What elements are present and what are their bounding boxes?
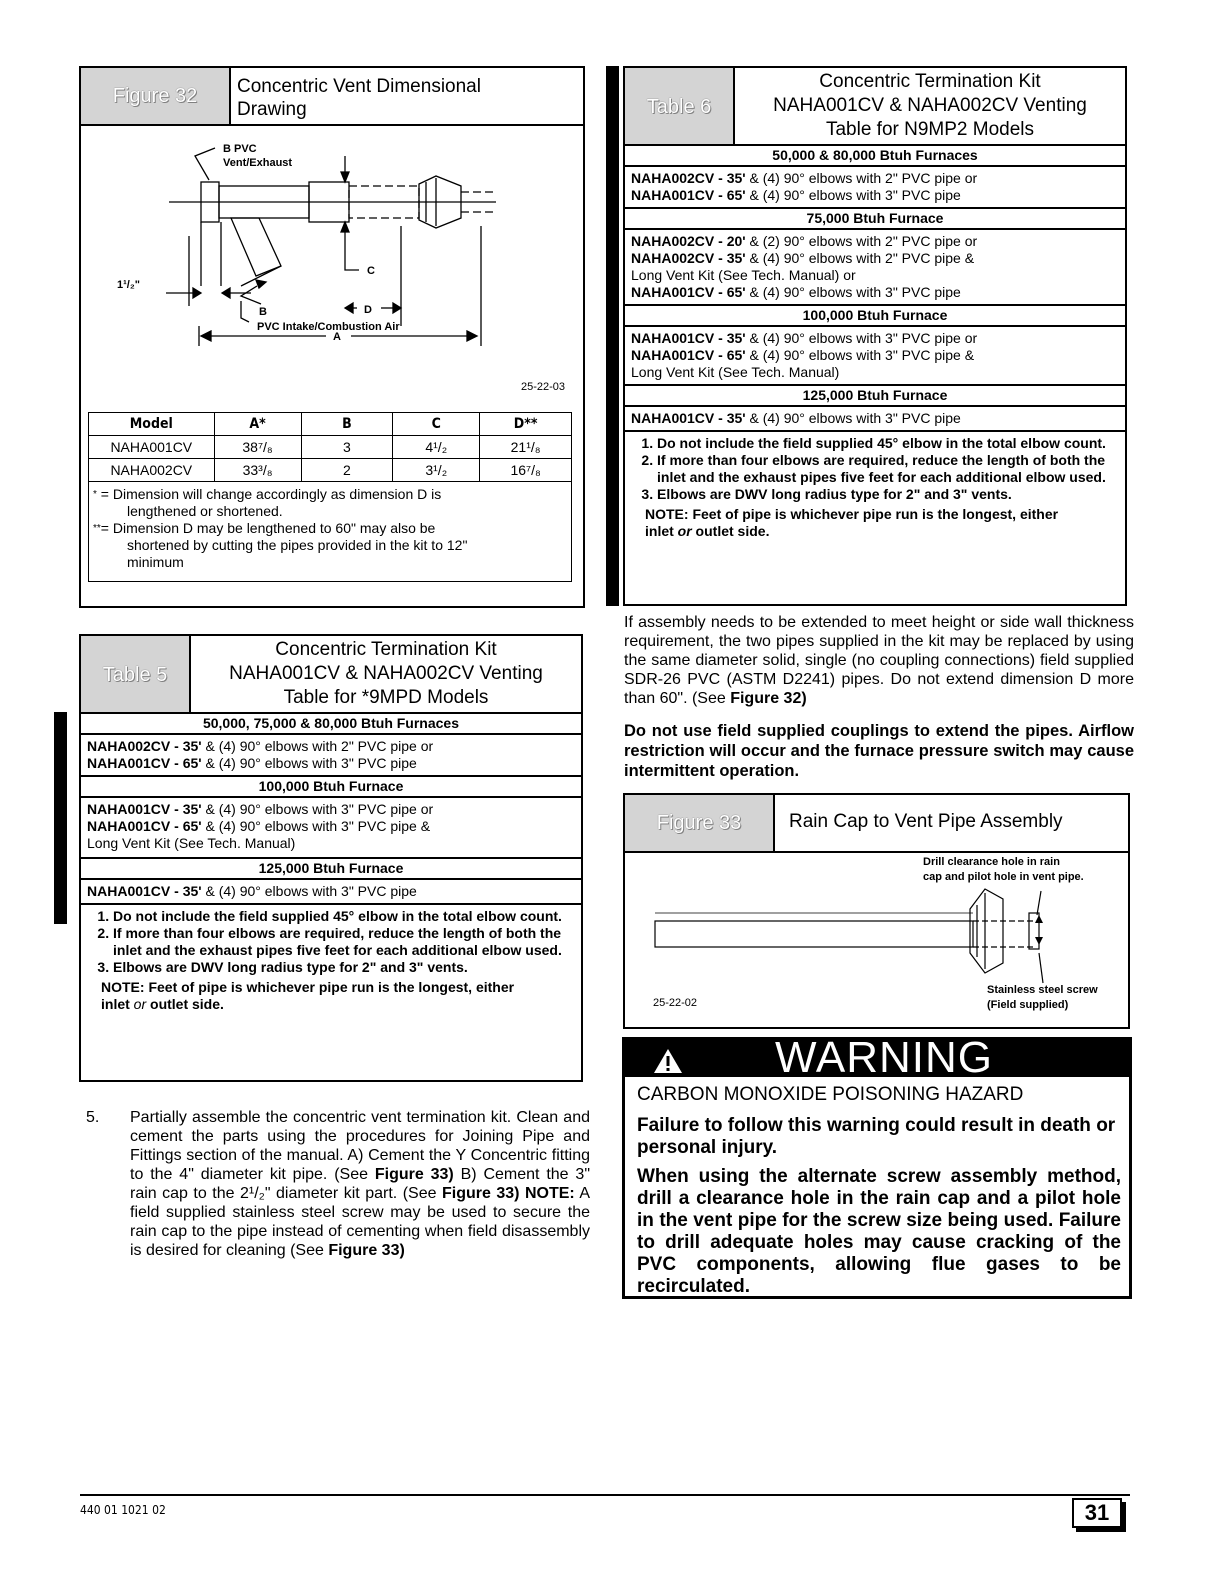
label-screw1: Stainless steel screw [987, 984, 1098, 996]
figure32-title-line2: Drawing [237, 99, 307, 120]
table6-title [735, 70, 1125, 142]
figure32-dim-table [88, 412, 572, 482]
elbow-spec: Long Vent Kit (See Tech. Manual) [631, 364, 840, 380]
dim-header-row [89, 413, 572, 436]
table5-title-line3: Table for *9MPD Models [283, 687, 489, 708]
step5-t3: A field supplied stainless steel screw may be used to secure the rain cap to the pipe instead of cementing when field disassembly is desired for cleaning (See [130, 1185, 590, 1259]
extend-ref: Figure 32) [730, 690, 807, 707]
table5-title-line1: Concentric Termination Kit [275, 639, 497, 660]
elbow-spec: & (4) 90° elbows with 3" PVC pipe [745, 187, 961, 203]
step5 [86, 1108, 590, 1260]
warning-box [622, 1033, 1132, 1299]
note-item: 2. If more than four elbows are required, reduce the length of both the inlet and the exhaust pipes five feet for each additional elbow used. [657, 452, 1117, 486]
table6-box [623, 66, 1127, 606]
elbow-spec: & (4) 90° elbows with 3" PVC pipe [745, 410, 961, 426]
warning-hazard: CARBON MONOXIDE POISONING HAZARD [637, 1084, 1024, 1105]
note-label: NOTE: [101, 979, 145, 995]
table6-section4-lines [625, 407, 1125, 432]
table-row [89, 459, 572, 482]
dim-cell: 16⁷/₈ [480, 459, 572, 482]
footer-rule [80, 1494, 1130, 1496]
change-bar-right [606, 66, 619, 606]
figure32-header [81, 68, 583, 126]
model-length: NAHA001CV - 65' [631, 187, 746, 203]
table5-section-heading: 50,000, 75,000 & 80,000 Btuh Furnaces [81, 712, 581, 735]
figure33-header [625, 795, 1128, 853]
table5-body [81, 712, 581, 1013]
table5-section2-lines [81, 798, 581, 857]
table5-box [79, 634, 583, 1082]
model-length: NAHA002CV - 35' [87, 738, 202, 754]
label-screw2: (Field supplied) [987, 999, 1069, 1011]
note-item: 3. Elbows are DWV long radius type for 2" and 3" vents. [657, 486, 1117, 503]
dim-cell: NAHA001CV [89, 436, 215, 459]
table6-header [625, 68, 1125, 146]
table5-tab: Table 5 [81, 636, 191, 714]
dim-cell: 3 [301, 436, 393, 459]
dim-header-d: D** [480, 413, 572, 436]
warning-line2: When using the alternate screw assembly method, drill a clearance hole in the rain cap and a pilot hole in the vent pipe for the screw size being used. Failure to drill adequate holes may cause cracking of the PVC components, allowing flue gases to be recirculated. [637, 1166, 1121, 1297]
table5-header [81, 636, 581, 714]
table5-notes [81, 905, 581, 1013]
elbow-spec: & (4) 90° elbows with 3" PVC pipe or [745, 330, 978, 346]
note-or: or [133, 996, 147, 1012]
note-label: NOTE: [645, 506, 689, 522]
figure32-title [237, 75, 481, 121]
table5-note-footer [81, 976, 573, 1013]
footnote2-mark: ** [93, 523, 101, 534]
dim-cell: NAHA002CV [89, 459, 215, 482]
note-item: 1. Do not include the field supplied 45° elbow in the total elbow count. [657, 435, 1117, 452]
dim-header-a: A* [214, 413, 301, 436]
model-length: NAHA001CV - 35' [87, 883, 202, 899]
table5-section3-lines [81, 880, 581, 905]
dim-header-c: C [393, 413, 480, 436]
footnote2-line3: minimum [127, 554, 184, 570]
step5-b4: Figure 33) [328, 1242, 405, 1259]
footnote1-mark: * [93, 489, 97, 500]
warning-banner [625, 1033, 1129, 1082]
dim-cell: 38⁷/₈ [214, 436, 301, 459]
dim-header-model: Model [89, 413, 215, 436]
elbow-spec: & (4) 90° elbows with 2" PVC pipe or [745, 170, 978, 186]
table6-section2-lines [625, 230, 1125, 304]
figure32-footnotes [88, 482, 572, 582]
figure33-code: 25-22-02 [653, 997, 698, 1009]
table6-body [625, 144, 1125, 540]
elbow-spec: & (4) 90° elbows with 3" PVC pipe or [201, 801, 434, 817]
note-text: inlet [645, 523, 678, 539]
label-b: B [259, 306, 267, 318]
elbow-spec: & (4) 90° elbows with 2" PVC pipe & [745, 250, 975, 266]
extend-paragraph [624, 613, 1134, 708]
note-item: 1. Do not include the field supplied 45° elbow in the total elbow count. [113, 908, 573, 925]
step5-b1: Figure 33) [374, 1166, 454, 1183]
figure33-tab: Figure 33 [625, 795, 775, 851]
footnote1-line2: lengthened or shortened. [127, 503, 283, 519]
footnote2-line2: shortened by cutting the pipes provided in the kit to 12" [127, 537, 468, 553]
model-length: NAHA001CV - 65' [87, 818, 202, 834]
label-one-half: 1¹/₂" [117, 279, 140, 291]
model-length: NAHA001CV - 65' [631, 284, 746, 300]
label-a: A [333, 331, 341, 343]
note-text: inlet [101, 996, 134, 1012]
label-d: D [364, 304, 372, 316]
model-length: NAHA001CV - 35' [87, 801, 202, 817]
table6-tab: Table 6 [625, 68, 735, 146]
table6-section-heading: 75,000 Btuh Furnace [625, 207, 1125, 230]
elbow-spec: & (4) 90° elbows with 3" PVC pipe [201, 883, 417, 899]
couplings-warning-paragraph: Do not use field supplied couplings to extend the pipes. Airflow restriction will occur and the furnace pressure switch may cause intermittent operation. [624, 722, 1134, 780]
label-vent-exhaust: Vent/Exhaust [223, 157, 293, 169]
figure32-tab: Figure 32 [81, 68, 231, 124]
label-drill1: Drill clearance hole in rain [923, 856, 1060, 868]
step5-t1: Partially assemble the concentric vent termination kit. Clean and cement the parts using the procedures for Joining Pipe and Fittings section of the manual. A) Cement the Y Concentric fitting to the 4" diameter kit pipe. (See [130, 1109, 590, 1183]
change-bar-left [54, 712, 67, 924]
figure32-title-line1: Concentric Vent Dimensional [237, 76, 481, 97]
step5-t2: B) Cement the 3" rain cap to the 2¹/₂" diameter kit part. (See [130, 1166, 590, 1202]
note-or: or [677, 523, 692, 539]
warning-title: WARNING [775, 1033, 994, 1082]
table6-section-heading: 100,000 Btuh Furnace [625, 304, 1125, 327]
step5-text [130, 1108, 590, 1260]
elbow-spec: & (4) 90° elbows with 3" PVC pipe [201, 755, 417, 771]
note-text: outlet side. [691, 523, 770, 539]
table5-section-heading: 100,000 Btuh Furnace [81, 775, 581, 798]
figure33-drawing [625, 853, 1128, 1027]
model-length: NAHA002CV - 20' [631, 233, 746, 249]
label-pvc-intake: PVC Intake/Combustion Air [257, 321, 400, 333]
figure32-box [79, 66, 585, 608]
label-bpvc: B PVC [223, 143, 257, 155]
vent-pipe-shape [655, 921, 973, 947]
dim-header-b: B [301, 413, 393, 436]
footnote2-line1: = Dimension D may be lengthened to 60" may also be [100, 520, 436, 536]
elbow-spec: Long Vent Kit (See Tech. Manual) [87, 835, 296, 851]
table6-section-heading: 125,000 Btuh Furnace [625, 384, 1125, 407]
table6-section3-lines [625, 327, 1125, 384]
table5-title-line2: NAHA001CV & NAHA002CV Venting [229, 663, 543, 684]
elbow-spec: Long Vent Kit (See Tech. Manual) or [631, 267, 856, 283]
figure32-table-wrap [88, 412, 572, 582]
extend-text: If assembly needs to be extended to meet height or side wall thickness requirement, the two pipes supplied in the kit may be replaced by using the same diameter solid, single (no coupling connections) field supplied SDR-26 PVC (ASTM D2241) pipes. Do not extend dimension D more than 60". (See [624, 614, 1134, 707]
dim-cell: 3¹/₂ [393, 459, 480, 482]
step5-b2: Figure 33) [441, 1185, 520, 1202]
table6-section1-lines [625, 167, 1125, 207]
elbow-spec: & (4) 90° elbows with 3" PVC pipe & [201, 818, 431, 834]
dim-cell: 4¹/₂ [393, 436, 480, 459]
rain-cap-shape [970, 889, 1003, 973]
table5-section-heading: 125,000 Btuh Furnace [81, 857, 581, 880]
model-length: NAHA002CV - 35' [631, 170, 746, 186]
figure33-title: Rain Cap to Vent Pipe Assembly [789, 811, 1063, 832]
table6-notes [625, 432, 1125, 540]
note-text: outlet side. [146, 996, 224, 1012]
table5-title [191, 638, 581, 710]
page-number-text: 31 [1084, 1500, 1110, 1525]
note-item: 3. Elbows are DWV long radius type for 2" and 3" vents. [113, 959, 573, 976]
elbow-spec: & (4) 90° elbows with 3" PVC pipe & [745, 347, 975, 363]
footnote1-line1: = Dimension will change accordingly as dimension D is [96, 486, 442, 502]
table5-section1-lines [81, 735, 581, 775]
dim-cell: 33³/₈ [214, 459, 301, 482]
model-length: NAHA001CV - 65' [87, 755, 202, 771]
table-row [89, 436, 572, 459]
figure32-drawing [81, 126, 583, 396]
step5-number: 5. [86, 1109, 100, 1126]
model-length: NAHA001CV - 35' [631, 330, 746, 346]
dim-cell: 21¹/₈ [480, 436, 572, 459]
table6-title-line1: Concentric Termination Kit [819, 71, 1041, 92]
warning-triangle-icon [653, 1048, 683, 1074]
table6-section-heading: 50,000 & 80,000 Btuh Furnaces [625, 144, 1125, 167]
model-length: NAHA001CV - 35' [631, 410, 746, 426]
label-drill2: cap and pilot hole in vent pipe. [923, 871, 1084, 883]
step5-b3: NOTE: [519, 1185, 575, 1202]
figure32-code: 25-22-03 [521, 381, 566, 393]
label-c: C [367, 265, 375, 277]
elbow-spec: & (4) 90° elbows with 2" PVC pipe or [201, 738, 434, 754]
model-length: NAHA001CV - 65' [631, 347, 746, 363]
figure33-box [623, 793, 1130, 1029]
table6-title-line2: NAHA001CV & NAHA002CV Venting [773, 95, 1087, 116]
note-text: Feet of pipe is whichever pipe run is the longest, either [688, 506, 1059, 522]
page-number [1072, 1498, 1122, 1528]
warning-line1: Failure to follow this warning could result in death or personal injury. [637, 1115, 1116, 1158]
table6-note-footer [625, 503, 1117, 540]
model-length: NAHA002CV - 35' [631, 250, 746, 266]
note-item: 2. If more than four elbows are required, reduce the length of both the inlet and the exhaust pipes five feet for each additional elbow used. [113, 925, 573, 959]
note-text: Feet of pipe is whichever pipe run is the longest, either [144, 979, 515, 995]
elbow-spec: & (2) 90° elbows with 2" PVC pipe or [745, 233, 978, 249]
footer-doc-number: 440 01 1021 02 [80, 1503, 166, 1517]
elbow-spec: & (4) 90° elbows with 3" PVC pipe [745, 284, 961, 300]
dim-cell: 2 [301, 459, 393, 482]
table6-title-line3: Table for N9MP2 Models [825, 119, 1035, 140]
